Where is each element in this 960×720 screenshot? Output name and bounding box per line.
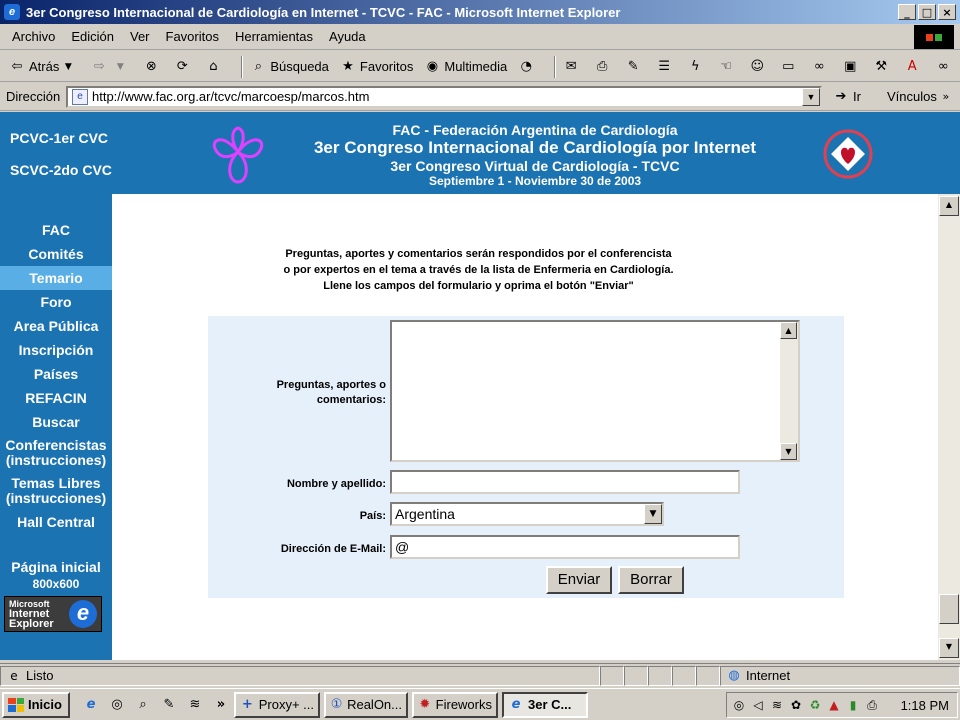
back-label: Atrás: [29, 59, 60, 74]
toolbar-separator: [554, 56, 556, 78]
tray-clock[interactable]: 1:18 PM: [900, 697, 949, 713]
task-proxy-label: Proxy+ ...: [258, 697, 314, 712]
status-cell-empty: [624, 666, 648, 686]
recycle-tray-icon[interactable]: ♻: [809, 698, 821, 712]
edit-icon: ✎: [627, 58, 639, 74]
multimedia-button[interactable]: [423, 58, 507, 76]
links-button[interactable]: [887, 88, 958, 106]
messenger-icon: ☺: [750, 58, 765, 74]
task-realone-label: RealOn...: [347, 697, 402, 712]
cd-tray-icon[interactable]: ◎: [733, 698, 745, 712]
screen-button[interactable]: [841, 58, 862, 76]
print-icon: ⎙: [597, 58, 608, 74]
monitor-icon: ▣: [844, 58, 857, 74]
stop-button[interactable]: [142, 58, 163, 76]
textarea-scrollbar[interactable]: [780, 322, 798, 460]
status-cell-empty: [672, 666, 696, 686]
country-select[interactable]: [390, 502, 664, 526]
more-quicklaunch-icon[interactable]: »: [216, 696, 226, 712]
scroll-down-icon[interactable]: ▼: [780, 443, 797, 460]
menu-ver[interactable]: Ver: [130, 29, 150, 44]
quick-launch: [82, 696, 230, 714]
menu-ayuda[interactable]: Ayuda: [329, 29, 366, 44]
forward-button[interactable]: [90, 58, 132, 76]
task-realone[interactable]: [324, 692, 408, 718]
name-label: Nombre y apellido:: [286, 478, 386, 490]
link-scvc[interactable]: SCVC-2do CVC: [10, 162, 112, 178]
task-proxy[interactable]: [234, 692, 320, 718]
acrobat-button[interactable]: [903, 58, 924, 76]
discuss-icon: ☰: [658, 58, 671, 74]
status-zone: [720, 666, 960, 686]
address-dropdown-icon[interactable]: ▼: [802, 88, 820, 106]
status-cell-empty: [696, 666, 720, 686]
toolbar-separator: [241, 56, 243, 78]
menu-edicion[interactable]: Edición: [71, 29, 114, 44]
menu-herramientas[interactable]: Herramientas: [234, 29, 314, 44]
lightning-button[interactable]: [686, 58, 707, 76]
address-label: Dirección: [6, 89, 61, 104]
badge-line2: Internet: [9, 608, 50, 620]
intro-line-3: Llene los campos del formulario y oprima el botón "Enviar": [323, 280, 634, 292]
multimedia-icon: ◉: [426, 58, 439, 74]
submit-button[interactable]: Enviar: [546, 566, 612, 594]
toolbar: [0, 52, 960, 82]
dropdown-icon[interactable]: ▼: [116, 61, 124, 72]
network-tray-icon[interactable]: ≋: [771, 698, 783, 712]
menu-bar: [0, 24, 960, 50]
comments-label-line2: comentarios:: [316, 394, 386, 406]
fireworks-icon: ✹: [419, 696, 431, 712]
status-bar: [0, 663, 960, 687]
site-header: [0, 112, 960, 194]
main-content: [112, 194, 938, 660]
link-button[interactable]: [810, 58, 831, 76]
sidebar-item-paises[interactable]: Países: [33, 366, 79, 382]
search-quicklaunch-icon[interactable]: ⌕: [139, 696, 147, 712]
folder-button[interactable]: [779, 58, 800, 76]
volume-tray-icon[interactable]: ◁: [753, 698, 763, 712]
address-bar: [0, 83, 960, 111]
favorites-label: Favoritos: [359, 59, 414, 74]
history-icon: ◔: [520, 58, 532, 74]
header-subtitle: 3er Congreso Virtual de Cardiología - TCVC: [390, 158, 680, 174]
sidebar-item-refacin[interactable]: REFACIN: [25, 390, 87, 406]
comments-textarea[interactable]: [390, 320, 800, 462]
header-dates: Septiembre 1 - Noviembre 30 de 2003: [428, 174, 642, 188]
dropdown-icon[interactable]: ▼: [64, 61, 72, 72]
country-label: País:: [359, 510, 386, 522]
system-tray: [726, 692, 958, 718]
folder-icon: ▭: [782, 58, 795, 74]
close-button[interactable]: ×: [938, 4, 956, 20]
badge-line3: Explorer: [9, 618, 54, 630]
status-main: [0, 666, 600, 686]
scroll-up-icon[interactable]: ▲: [780, 322, 797, 339]
hand-icon: ☜: [720, 58, 733, 74]
sidebar-item-temas-libres[interactable]: [0, 472, 112, 510]
sidebar-item-conferencistas[interactable]: [0, 434, 112, 472]
search-label: Búsqueda: [270, 59, 329, 74]
task-ie-label: 3er C...: [528, 697, 572, 712]
chevron-down-icon[interactable]: ▼: [644, 504, 662, 524]
windows-flag-icon: [8, 698, 24, 712]
ie-logo-icon: e: [69, 600, 97, 628]
multimedia-label: Multimedia: [444, 59, 508, 74]
refresh-icon: ⟳: [176, 58, 188, 74]
acrobat-icon: A: [907, 58, 917, 74]
forward-arrow-icon: ⇨: [93, 58, 105, 74]
ie-quicklaunch-icon[interactable]: e: [86, 696, 96, 712]
realone-icon: ①: [330, 696, 343, 712]
outlook-quicklaunch-icon[interactable]: ◎: [111, 696, 123, 712]
scroll-down-icon[interactable]: ▼: [939, 638, 959, 658]
meter-tray-icon[interactable]: ▮: [849, 698, 857, 712]
zone-label: Internet: [746, 668, 791, 683]
conferencistas-label: Conferencistas: [5, 437, 107, 453]
task-fireworks-label: Fireworks: [435, 697, 492, 712]
edit-button[interactable]: [624, 58, 645, 76]
mail-icon: ✉: [565, 58, 577, 74]
go-arrow-icon: ➔: [835, 88, 847, 104]
header-org: FAC - Federación Argentina de Cardiología: [392, 122, 678, 138]
globe-icon: ◍: [728, 667, 740, 683]
task-fireworks[interactable]: [412, 692, 498, 718]
email-input[interactable]: @: [390, 535, 740, 559]
address-url: http://www.fac.org.ar/tcvc/marcoesp/marcos.htm: [92, 89, 370, 104]
lightning-icon: ϟ: [690, 58, 700, 74]
badge-line1: Microsoft: [9, 599, 50, 609]
page-scrollbar[interactable]: [938, 194, 960, 660]
link-icon: ∞: [813, 58, 825, 74]
windows-logo-icon: [914, 25, 954, 49]
conferencistas-sub: (instrucciones): [5, 452, 107, 468]
antivirus-tray-icon[interactable]: ▲: [829, 698, 839, 712]
ie-task-icon: e: [511, 696, 521, 712]
link-pcvc[interactable]: PCVC-1er CVC: [10, 130, 109, 146]
sidebar-nav: [0, 194, 112, 660]
window-title: 3er Congreso Internacional de Cardiología en Internet - TCVC - FAC - Microsoft Internet Explorer: [26, 4, 621, 20]
intro-line-1: Preguntas, aportes y comentarios serán respondidos por el conferencista: [285, 248, 672, 260]
sidebar-item-hall-central[interactable]: Hall Central: [17, 514, 95, 530]
search-button[interactable]: [249, 58, 329, 76]
maximize-button[interactable]: □: [918, 4, 936, 20]
status-text: Listo: [26, 668, 54, 683]
question-form: [208, 316, 844, 598]
hand-button[interactable]: [717, 58, 738, 76]
favorites-button[interactable]: [339, 58, 413, 76]
status-cell-empty: [648, 666, 672, 686]
temas-libres-sub: (instrucciones): [5, 490, 107, 506]
sidebar-item-comites[interactable]: Comités: [28, 246, 84, 262]
comments-label-line1: Preguntas, aportes o: [276, 379, 386, 391]
stop-icon: ⊗: [145, 58, 157, 74]
printer-tray-icon[interactable]: ⎙: [867, 698, 877, 712]
task-ie-active[interactable]: [502, 692, 588, 718]
discuss-button[interactable]: [655, 58, 676, 76]
sidebar-item-inscripcion[interactable]: Inscripción: [18, 342, 94, 358]
sidebar-item-temario[interactable]: Temario: [0, 266, 112, 290]
header-title: 3er Congreso Internacional de Cardiología por Internet: [313, 138, 757, 157]
scroll-up-icon[interactable]: ▲: [939, 196, 959, 216]
tools-button[interactable]: [872, 58, 893, 76]
name-input[interactable]: [390, 470, 740, 494]
menu-archivo[interactable]: Archivo: [12, 29, 56, 44]
print-button[interactable]: [593, 58, 614, 76]
mail-button[interactable]: [562, 58, 583, 76]
email-label: Dirección de E-Mail:: [280, 543, 386, 555]
search-icon: ⌕: [254, 58, 262, 74]
ie-badge[interactable]: [4, 596, 102, 632]
proxy-icon: +: [241, 696, 253, 712]
start-button[interactable]: [2, 692, 70, 718]
chain-button[interactable]: [934, 58, 955, 76]
temas-libres-label: Temas Libres: [11, 475, 101, 491]
fac-heart-logo-icon: [822, 128, 876, 180]
back-button[interactable]: [8, 58, 80, 76]
intro-line-2: o por expertos en el tema a través de la lista de Enfermeria en Cardiología.: [283, 264, 674, 276]
scroll-thumb[interactable]: [939, 594, 959, 624]
page-done-icon: e: [10, 668, 18, 683]
country-value: Argentina: [395, 506, 455, 522]
chain-icon: ∞: [937, 58, 949, 74]
menu-favoritos[interactable]: Favoritos: [165, 29, 219, 44]
minimize-button[interactable]: _: [898, 4, 916, 20]
comments-label: [208, 378, 386, 408]
notepad-quicklaunch-icon[interactable]: ✎: [163, 696, 175, 712]
go-label: Ir: [853, 89, 861, 104]
refresh-button[interactable]: [173, 58, 194, 76]
home-button[interactable]: [204, 58, 225, 76]
home-icon: ⌂: [209, 58, 218, 74]
chevron-right-icon: »: [942, 89, 950, 103]
heart-trefoil-logo-icon: [203, 122, 273, 188]
sidebar-item-foro[interactable]: Foro: [40, 294, 72, 310]
messenger-button[interactable]: [748, 58, 769, 76]
app-tray-icon[interactable]: ✿: [790, 698, 802, 712]
go-button[interactable]: [832, 88, 861, 106]
ie-logo-icon: e: [4, 4, 20, 20]
reset-button[interactable]: Borrar: [618, 566, 684, 594]
address-input[interactable]: [66, 86, 822, 108]
sidebar-item-buscar[interactable]: Buscar: [32, 414, 80, 430]
window-title-bar[interactable]: [0, 0, 960, 24]
sidebar-item-area-publica[interactable]: Area Pública: [13, 318, 99, 334]
tools-icon: ⚒: [875, 58, 888, 74]
taskbar: [0, 688, 960, 720]
page-icon: e: [72, 89, 88, 105]
favorites-icon: ★: [342, 58, 354, 74]
intro-text: [112, 246, 845, 294]
links-label: Vínculos: [886, 89, 937, 104]
history-button[interactable]: [517, 58, 538, 76]
media-quicklaunch-icon[interactable]: ≋: [189, 696, 201, 712]
sidebar-item-fac[interactable]: FAC: [42, 222, 70, 238]
resolution-note: 800x600: [32, 577, 80, 591]
back-arrow-icon: ⇦: [11, 58, 23, 74]
status-cell-empty: [600, 666, 624, 686]
sidebar-item-pagina-inicial[interactable]: Página inicial: [11, 559, 101, 575]
start-label: Inicio: [28, 697, 62, 712]
